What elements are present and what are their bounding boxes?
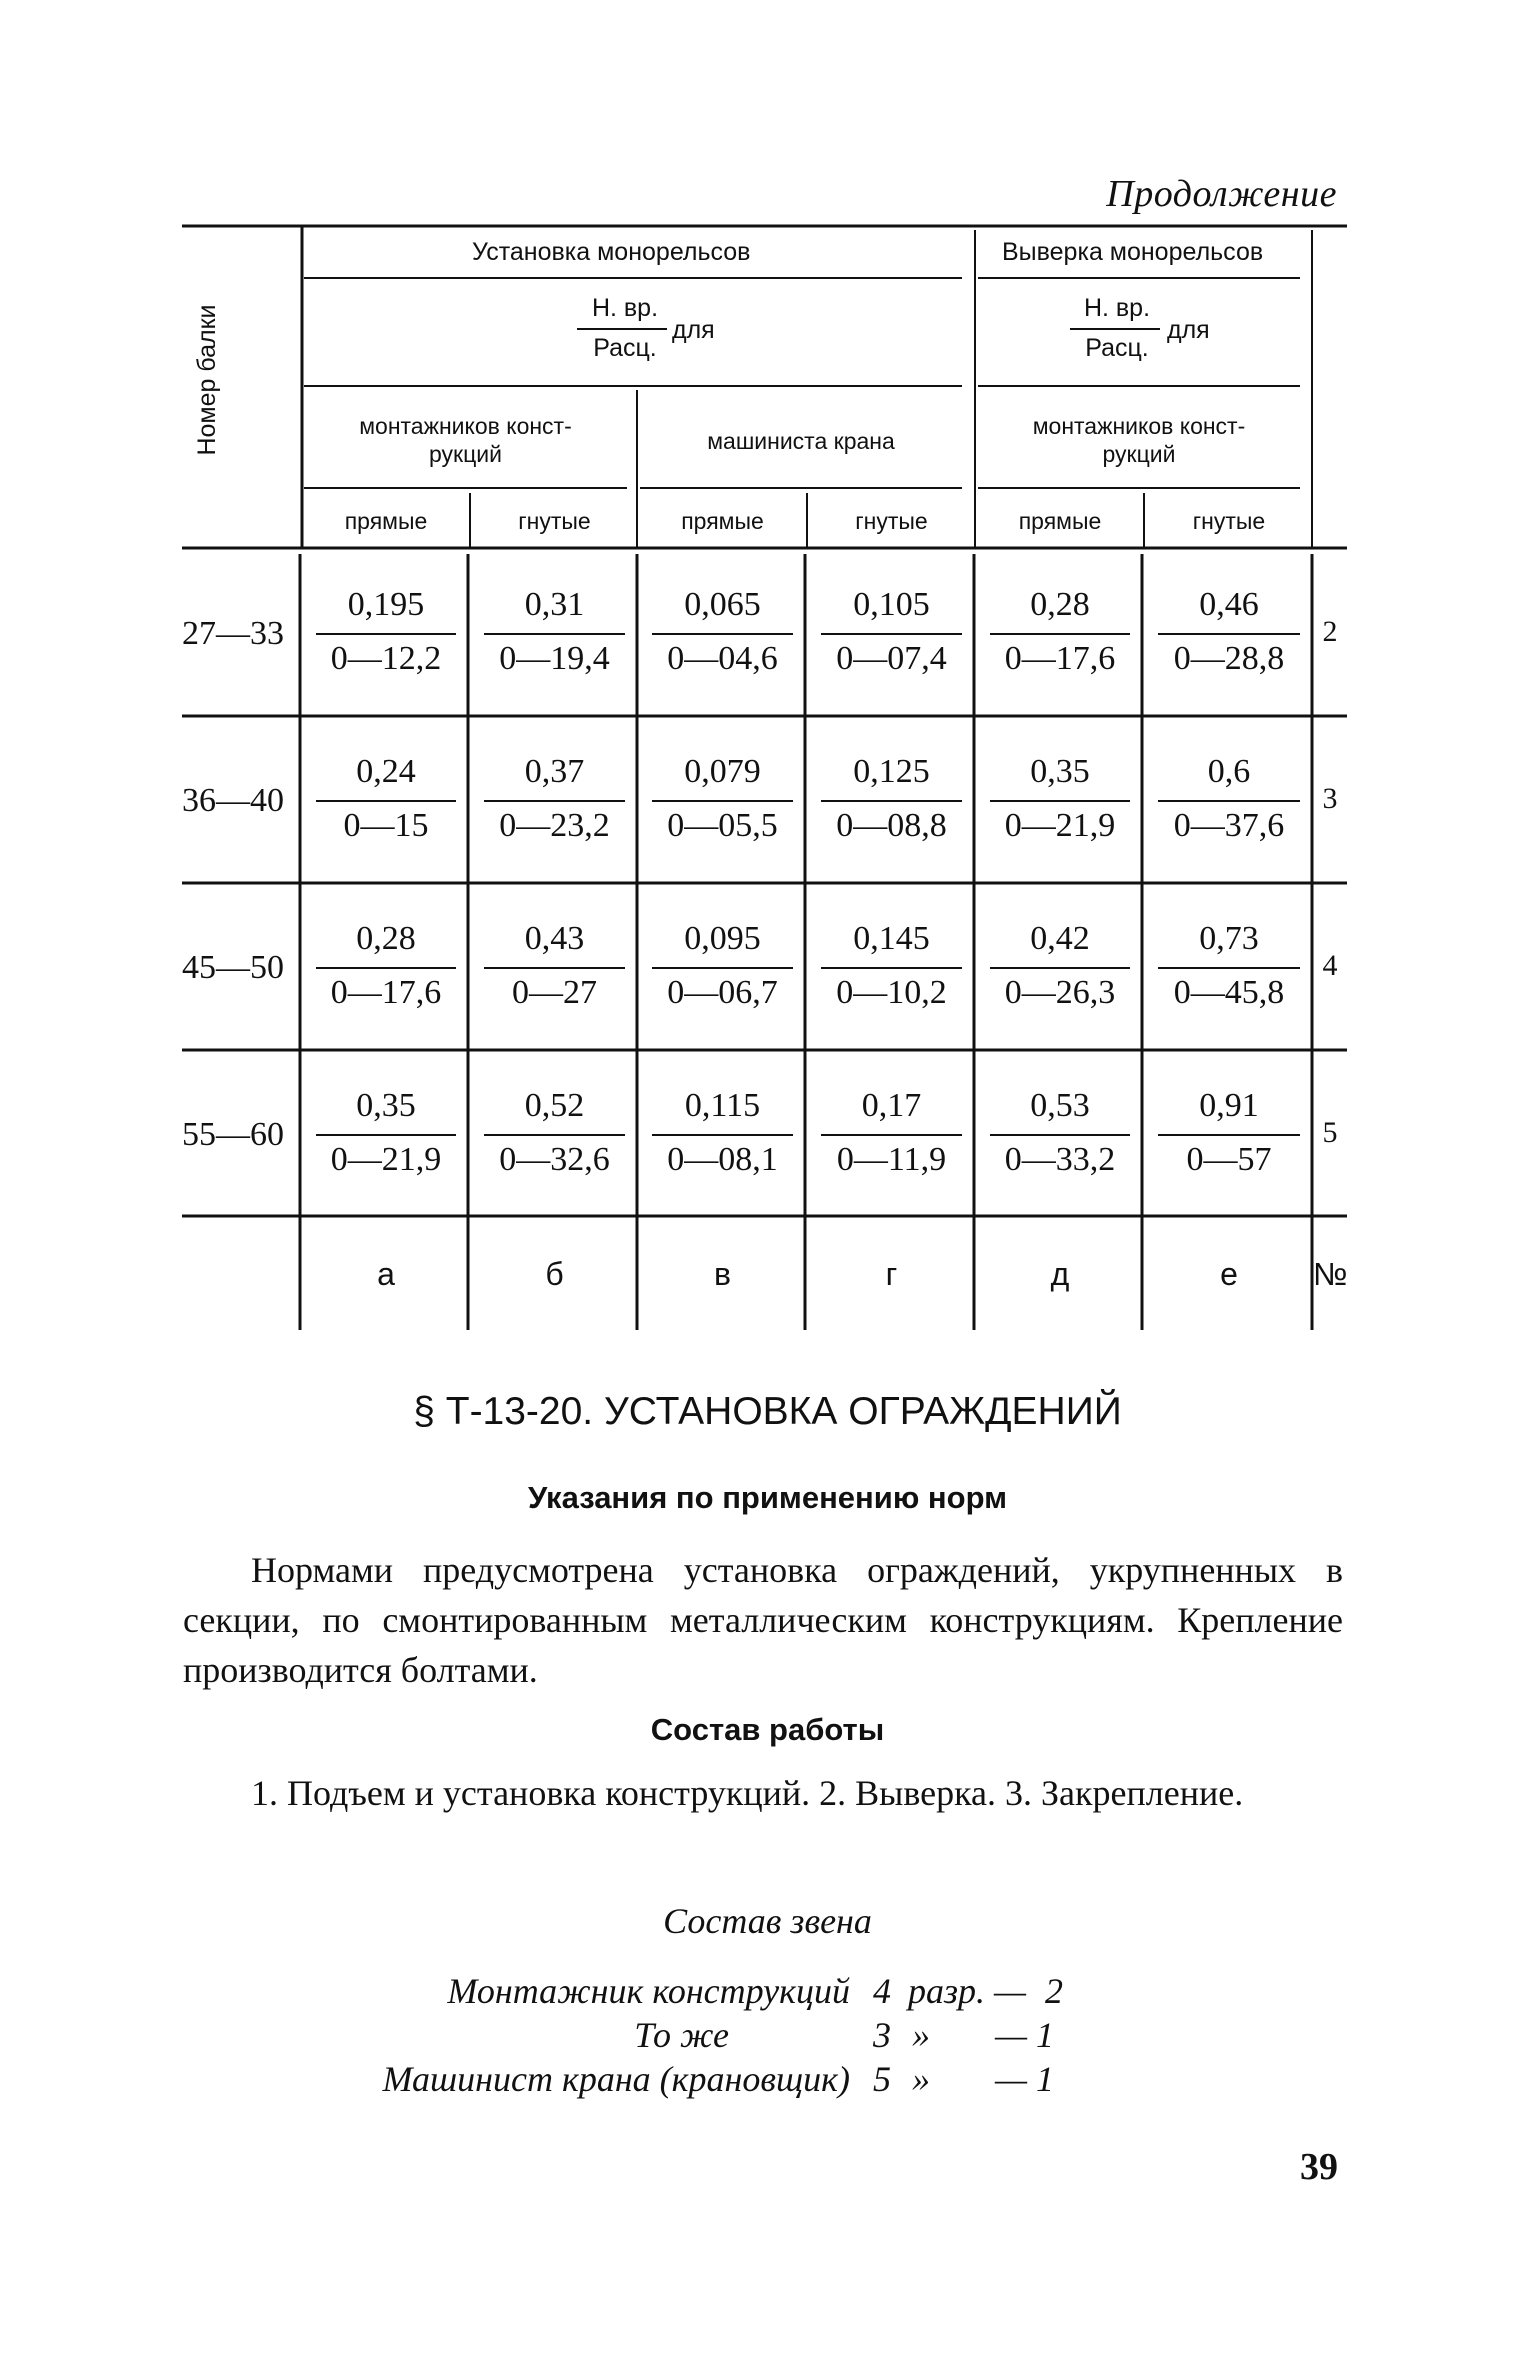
cell-time-norm: 0,42 (1030, 920, 1090, 957)
cell-rate: 0—12,2 (330, 640, 442, 677)
cell-time-norm: 0,145 (853, 920, 930, 957)
col-letter-g: г (885, 1256, 898, 1292)
cell-time-norm: 0,065 (684, 586, 761, 623)
kind-5: прямые (1018, 508, 1102, 534)
cell-rate: 0—45,8 (1173, 974, 1285, 1011)
cell-rate: 0—28,8 (1173, 640, 1285, 677)
cell-time-norm: 0,115 (684, 1087, 761, 1124)
page-number: 39 (1300, 2146, 1338, 2188)
norm-denominator: Расц. (593, 334, 657, 362)
col-letter-e: е (1220, 1256, 1238, 1292)
cell-time-norm: 0,35 (1030, 753, 1090, 790)
crew-role: Машинист крана (крановщик) (382, 2059, 850, 2099)
crew-unit: разр. — (908, 1971, 1027, 2011)
instructions-text (183, 1545, 1343, 1695)
cell-time-norm: 0,37 (524, 753, 585, 790)
cell-rate: 0—33,2 (1004, 1141, 1116, 1178)
cell-time-norm: 0,125 (853, 753, 930, 790)
group-align-header: Выверка монорельсов (1002, 238, 1264, 266)
cell-rate: 0—06,7 (667, 974, 778, 1011)
crew-role: Монтажник конструкций (447, 1971, 850, 2011)
cell-time-norm: 0,079 (684, 753, 761, 790)
norm-fraction-line-2 (1070, 328, 1160, 330)
section-title: § Т-13-20. УСТАНОВКА ОГРАЖДЕНИЙ (413, 1390, 1122, 1433)
cell-rate: 0—11,9 (836, 1141, 947, 1178)
cell-rate: 0—07,4 (836, 640, 947, 677)
kind-6: гнутые (1192, 508, 1266, 534)
cell-time-norm: 0,105 (853, 586, 930, 623)
sub-header-crane: машиниста крана (707, 428, 895, 454)
crew-grade: 4 (873, 1971, 891, 2011)
norm-denominator-2: Расц. (1085, 334, 1149, 362)
norm-fraction-line (577, 328, 667, 330)
continuation-label: Продолжение (1106, 173, 1337, 215)
sub-header-installers-align: монтажников конст- рукций (1032, 413, 1246, 467)
cell-rate: 0—57 (1186, 1141, 1272, 1178)
cell-time-norm: 0,73 (1199, 920, 1259, 957)
crew-role: То же (634, 2015, 729, 2055)
row-number: 3 (1322, 782, 1338, 815)
cell-rate: 0—21,9 (330, 1141, 442, 1178)
kind-2: гнутые (518, 508, 591, 534)
crew-title: Состав звена (663, 1901, 872, 1941)
cell-time-norm: 0,35 (356, 1087, 416, 1124)
row-header-label: Номер балки (193, 304, 221, 456)
crew-count: 2 (1045, 1971, 1063, 2011)
crew-unit: » (912, 2059, 930, 2099)
cell-time-norm: 0,31 (524, 586, 585, 623)
work-text (183, 1768, 1343, 1818)
crew-count: — 1 (995, 2015, 1055, 2055)
norm-numerator: Н. вр. (591, 294, 659, 322)
cell-rate: 0—15 (343, 807, 429, 844)
cell-rate: 0—17,6 (330, 974, 442, 1011)
crew-count: — 1 (995, 2059, 1055, 2099)
cell-rate: 0—32,6 (499, 1141, 610, 1178)
crew-grade: 3 (873, 2015, 891, 2055)
col-letter-d: д (1050, 1256, 1070, 1292)
cell-rate: 0—19,4 (499, 640, 610, 677)
cell-rate: 0—27 (512, 974, 597, 1011)
row-beam-number: 36—40 (182, 782, 284, 819)
cell-rate: 0—10,2 (836, 974, 947, 1011)
cell-time-norm: 0,6 (1207, 753, 1251, 790)
kind-3: прямые (681, 508, 764, 534)
sub-header-installers: монтажников конст- рукций (359, 413, 572, 467)
norm-for-2: для (1167, 316, 1210, 344)
col-letter-v: в (714, 1256, 731, 1292)
cell-time-norm: 0,43 (524, 920, 585, 957)
cell-rate: 0—17,6 (1004, 640, 1116, 677)
row-number: 4 (1322, 949, 1338, 982)
cell-time-norm: 0,195 (347, 586, 425, 623)
row-beam-number: 27—33 (182, 615, 284, 652)
group-install-header: Установка монорельсов (472, 238, 751, 266)
cell-time-norm: 0,28 (356, 920, 416, 957)
row-number: 5 (1322, 1116, 1338, 1149)
cell-rate: 0—21,9 (1004, 807, 1116, 844)
instructions-title: Указания по применению норм (527, 1480, 1008, 1515)
cell-time-norm: 0,24 (356, 753, 416, 790)
crew-unit: » (912, 2015, 930, 2055)
cell-time-norm: 0,17 (861, 1087, 922, 1124)
no-header: № (1313, 1256, 1348, 1292)
cell-rate: 0—05,5 (667, 807, 778, 844)
work-title: Состав работы (650, 1712, 885, 1747)
instructions-body: Нормами предусмотрена установка ограждений, укрупненных в секции, по смонтированным металлическим конструкциям. Крепление производится болтами. (183, 1550, 1343, 1690)
cell-time-norm: 0,28 (1030, 586, 1090, 623)
cell-time-norm: 0,53 (1030, 1087, 1090, 1124)
crew-grade: 5 (873, 2059, 891, 2099)
cell-time-norm: 0,52 (524, 1087, 585, 1124)
col-letter-b: б (545, 1256, 564, 1292)
cell-time-norm: 0,91 (1199, 1087, 1259, 1124)
row-beam-number: 55—60 (182, 1116, 284, 1153)
cell-rate: 0—26,3 (1004, 974, 1116, 1011)
cell-rate: 0—23,2 (499, 807, 610, 844)
kind-4: гнутые (855, 508, 928, 534)
norm-for: для (672, 316, 715, 344)
cell-rate: 0—08,1 (667, 1141, 778, 1178)
norms-table (182, 218, 1347, 1330)
row-beam-number: 45—50 (182, 949, 284, 986)
norm-numerator-2: Н. вр. (1083, 294, 1151, 322)
kind-1: прямые (344, 508, 428, 534)
cell-rate: 0—37,6 (1173, 807, 1285, 844)
cell-time-norm: 0,46 (1199, 586, 1259, 623)
cell-rate: 0—04,6 (667, 640, 778, 677)
work-body: 1. Подъем и установка конструкций. 2. Выверка. 3. Закрепление. (251, 1773, 1244, 1813)
row-number: 2 (1322, 615, 1338, 648)
cell-time-norm: 0,095 (684, 920, 761, 957)
col-letter-a: а (377, 1256, 395, 1292)
cell-rate: 0—08,8 (836, 807, 947, 844)
